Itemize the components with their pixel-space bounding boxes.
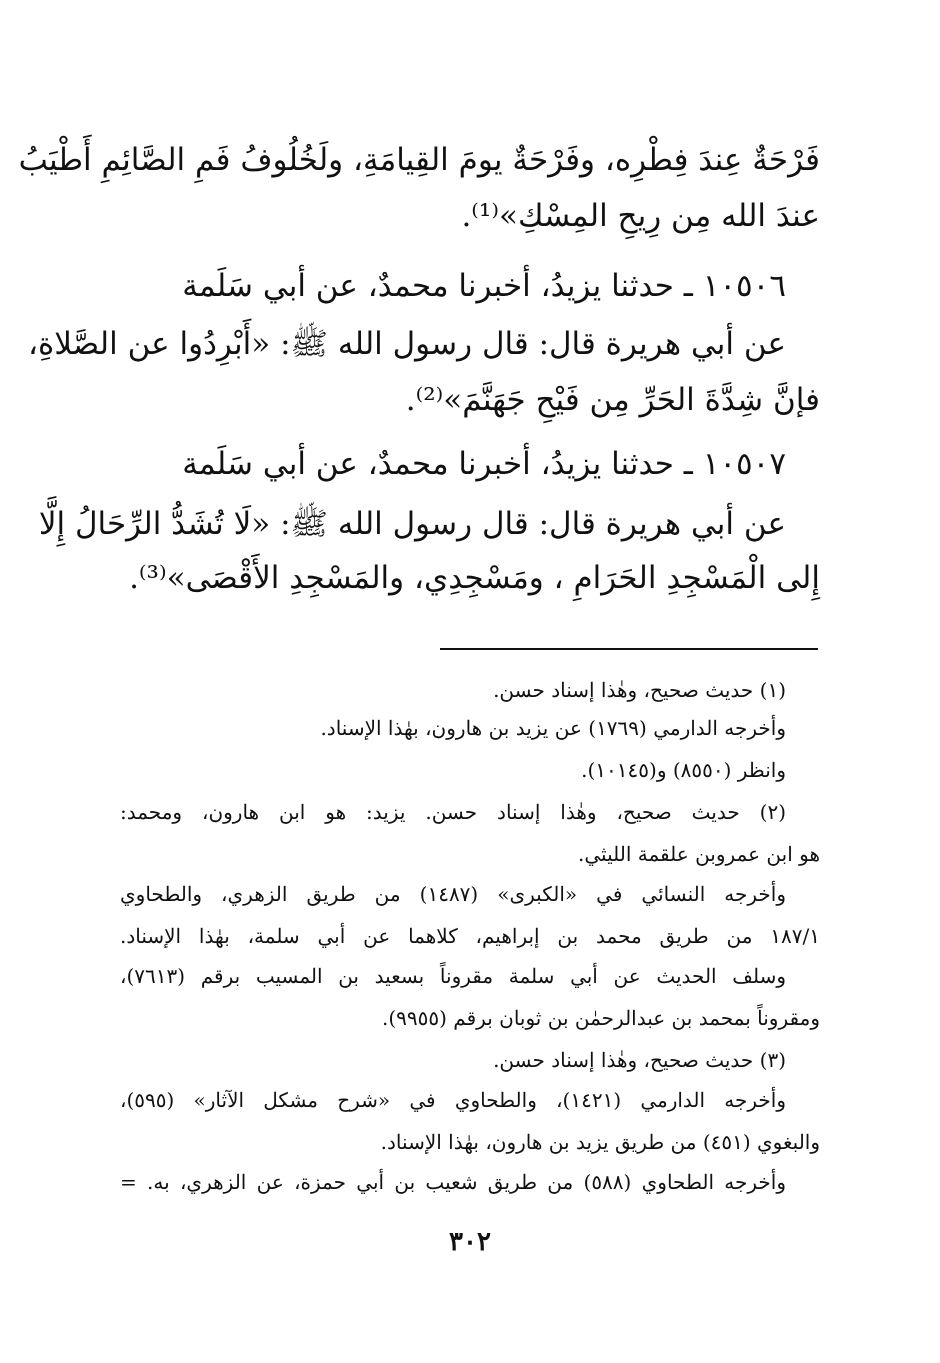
footnote-2-line-4: ١٨٧/١ من طريق محمد بن إبراهيم، كلاهما عن أبي سلمة، بهٰذا الإسناد. bbox=[120, 924, 820, 948]
footnote-3-line-1: (٣) حديث صحيح، وهٰذا إسناد حسن. bbox=[493, 1048, 786, 1072]
footnote-3-line-4: وأخرجه الطحاوي (٥٨٨) من طريق شعيب بن أبي حمزة، عن الزهري، به. = bbox=[120, 1170, 786, 1194]
footnote-2-line-2: هو ابن عمروبن علقمة الليثي. bbox=[578, 842, 820, 866]
footnote-1-line-2: وأخرجه الدارمي (١٧٦٩) عن يزيد بن هارون، بهٰذا الإسناد. bbox=[320, 716, 786, 740]
footnote-1-line-1: (١) حديث صحيح، وهٰذا إسناد حسن. bbox=[493, 678, 786, 702]
hadith-10507-text-line-1: عن أبي هريرة قال: قال رسول الله ﷺ: «لَا تُشَدُّ الرِّحَالُ إِلَّا bbox=[38, 506, 786, 542]
footnote-3-line-3: والبغوي (٤٥١) من طريق يزيد بن هارون، بهٰذا الإسناد. bbox=[380, 1130, 820, 1154]
footnote-2-line-5: وسلف الحديث عن أبي سلمة مقروناً بسعيد بن المسيب برقم (٧٦١٣)، bbox=[120, 964, 786, 988]
footnote-3-line-2: وأخرجه الدارمي (١٤٢١)، والطحاوي في «شرح مشكل الآثار» (٥٩٥)، bbox=[120, 1088, 786, 1112]
footnote-2-line-1: (٢) حديث صحيح، وهٰذا إسناد حسن. يزيد: هو ابن هارون، ومحمد: bbox=[120, 800, 786, 824]
hadith-10506-text-line-2: فإنَّ شِدَّةَ الحَرِّ مِن فَيْحِ جَهَنَّمَ»⁽²⁾. bbox=[405, 382, 820, 418]
footnote-2-line-3: وأخرجه النسائي في «الكبرى» (١٤٨٧) من طريق الزهري، والطحاوي bbox=[120, 882, 786, 906]
hadith-10506-text-line-1: عن أبي هريرة قال: قال رسول الله ﷺ: «أَبْرِدُوا عن الصَّلاةِ، bbox=[28, 326, 786, 362]
main-text-line-2: عندَ الله مِن رِيحِ المِسْكِ»⁽¹⁾. bbox=[461, 198, 820, 234]
main-text-line-1: فَرْحَةٌ عِندَ فِطْرِه، وفَرْحَةٌ يومَ القِيامَةِ، ولَخُلُوفُ فَمِ الصَّائِمِ أَطْيَبُ bbox=[18, 142, 820, 178]
footnote-separator bbox=[440, 648, 818, 650]
page-number: ٣٠٢ bbox=[449, 1227, 491, 1257]
footnote-1-line-3: وانظر (٨٥٥٠) و(١٠١٤٥). bbox=[581, 758, 786, 782]
hadith-10506-isnad: ١٠٥٠٦ ـ حدثنا يزيدُ، أخبرنا محمدٌ، عن أبي سَلَمة bbox=[182, 268, 786, 304]
hadith-10507-isnad: ١٠٥٠٧ ـ حدثنا يزيدُ، أخبرنا محمدٌ، عن أبي سَلَمة bbox=[182, 446, 786, 482]
footnote-2-line-6: ومقروناً بمحمد بن عبدالرحمٰن بن ثوبان برقم (٩٩٥٥). bbox=[382, 1006, 820, 1030]
hadith-10507-text-line-2: إِلى الْمَسْجِدِ الحَرَامِ ، ومَسْجِدِي، والمَسْجِدِ الأَقْصَى»⁽³⁾. bbox=[129, 560, 820, 596]
